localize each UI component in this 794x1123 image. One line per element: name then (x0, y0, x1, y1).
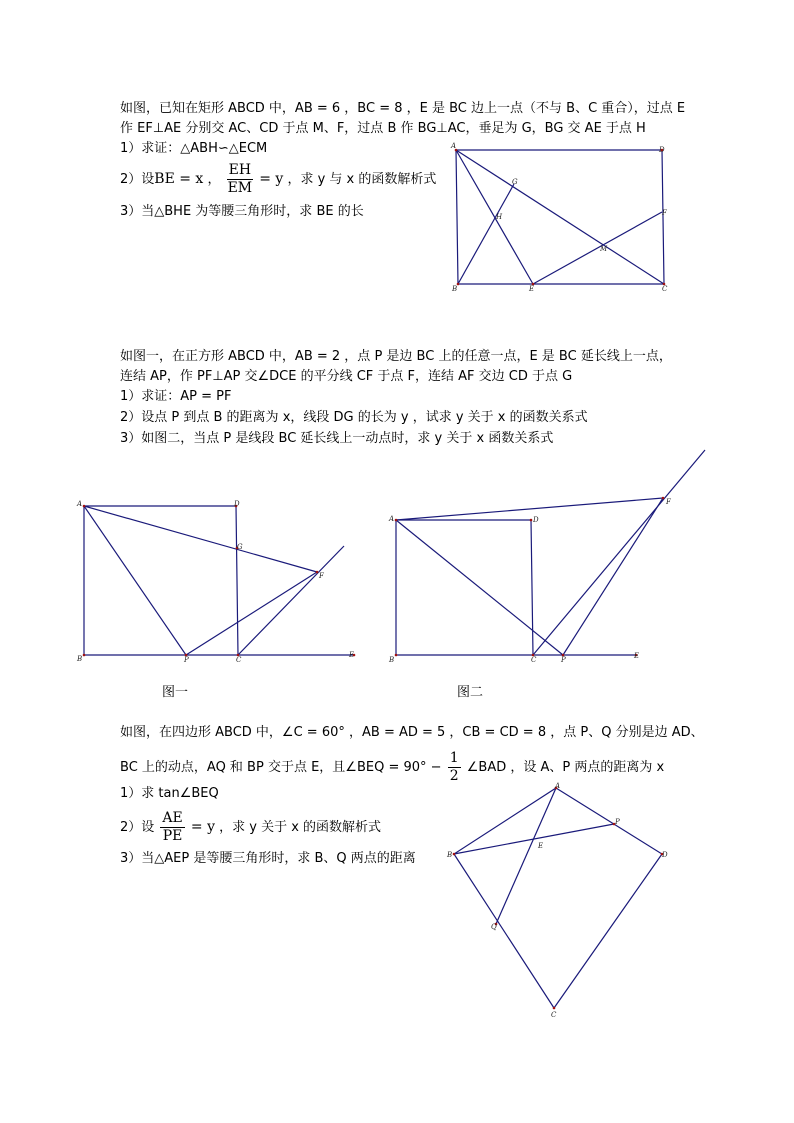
segment-af (396, 498, 663, 520)
label-e: E (529, 285, 535, 293)
problem2-line1: 如图一，在正方形 ABCD 中，AB = 2 ，点 P 是边 BC 上的任意一点，E 是 BC 延长线上一点， (120, 349, 672, 364)
label-a: A (555, 782, 561, 790)
problem2-figure1 (76, 500, 361, 665)
label-f: F (666, 498, 671, 506)
label-b: B (389, 656, 395, 664)
fraction-numerator: AE (162, 810, 183, 826)
problem3-line2 (120, 750, 664, 785)
segment-ae (456, 150, 533, 284)
bisector-cf (238, 546, 344, 655)
label-g: G (237, 543, 243, 551)
caption-figure2: 图二 (457, 685, 484, 700)
q2-prefix: 2）设 (120, 172, 155, 187)
q2-suffix: ，求 y 与 x 的函数解析式 (287, 172, 437, 187)
q2-eq: = y (190, 819, 215, 835)
problem1-question3: 3）当△BHE 为等腰三角形时，求 BE 的长 (120, 204, 364, 219)
label-f: F (662, 209, 667, 217)
problem2-question2: 2）设点 P 到点 B 的距离为 x，线段 DG 的长为 y ，试求 y 关于 x 的函数关系式 (120, 410, 588, 425)
label-b: B (452, 285, 458, 293)
segment-ap (396, 520, 563, 655)
line2-prefix: BC 上的动点，AQ 和 BP 交于点 E，且∠BEQ = 90° − (120, 760, 442, 775)
segment-ap (84, 506, 186, 655)
label-d: D (662, 851, 668, 859)
label-a: A (77, 500, 83, 508)
label-d: D (234, 500, 240, 508)
problem1-line1: 如图，已知在矩形 ABCD 中，AB = 6 ，BC = 8 ，E 是 BC 边上一点（不与 B、C 重合），过点 E (120, 101, 686, 116)
fraction-denominator: 2 (449, 768, 459, 784)
problem1-figure (448, 142, 673, 294)
label-g: G (512, 178, 518, 186)
label-q: Q (491, 923, 497, 931)
label-m: M (600, 245, 608, 253)
label-d: D (659, 146, 665, 154)
fraction-one-half (448, 750, 461, 785)
label-b: B (77, 655, 83, 663)
problem2-question1: 1）求证：AP = PF (120, 389, 232, 404)
problem2-figure2 (388, 448, 708, 664)
label-d: D (533, 516, 539, 524)
label-c: C (662, 285, 668, 293)
line2-suffix: ∠BAD ，设 A、P 两点的距离为 x (466, 760, 665, 775)
caption-figure1: 图一 (162, 685, 189, 700)
segment-pf (186, 572, 317, 655)
problem1-question1: 1）求证：△ABH∽△ECM (120, 141, 268, 156)
problem3-question1: 1）求 tan∠BEQ (120, 786, 219, 801)
problem2-question3: 3）如图二，当点 P 是线段 BC 延长线上一动点时，求 y 关于 x 函数关系式 (120, 431, 554, 446)
label-e: E (349, 651, 355, 659)
segment-ac (456, 150, 664, 284)
q2-suffix: ，求 y 关于 x 的函数解析式 (219, 820, 382, 835)
label-c: C (551, 1011, 557, 1019)
label-p: P (184, 656, 189, 664)
fraction-ae-pe (160, 810, 184, 845)
label-h: H (496, 213, 503, 221)
square-abcd (396, 520, 533, 655)
problem3-line1: 如图，在四边形 ABCD 中，∠C = 60° ，AB = AD = 5 ，CB = CD = 8 ，点 P、Q 分别是边 AD、 (120, 725, 704, 740)
q2-prefix: 2）设 (120, 820, 155, 835)
label-c: C (236, 656, 242, 664)
segment-af (84, 506, 317, 572)
segment-bg (458, 184, 514, 284)
label-p: P (615, 818, 620, 826)
label-c: C (531, 656, 537, 664)
q2-eq: = y (259, 171, 284, 187)
label-a: A (451, 142, 457, 150)
label-b: B (447, 851, 453, 859)
label-a: A (389, 515, 395, 523)
problem1-question2 (120, 162, 436, 197)
label-e: E (634, 652, 640, 660)
problem3-question3: 3）当△AEP 是等腰三角形时，求 B、Q 两点的距离 (120, 851, 416, 866)
problem3-figure (444, 782, 674, 1018)
label-e: E (538, 842, 544, 850)
label-f: F (319, 572, 324, 580)
quadrilateral-abcd (454, 788, 662, 1008)
fraction-denominator: EM (227, 180, 253, 196)
fraction-eh-em (227, 162, 253, 197)
problem1-line2: 作 EF⊥AE 分别交 AC、CD 于点 M、F，过点 B 作 BG⊥AC，垂足为 G，BG 交 AE 于点 H (120, 121, 646, 136)
segment-pf (563, 498, 663, 655)
problem3-question2 (120, 810, 381, 845)
fraction-numerator: EH (228, 162, 252, 178)
q2-expr: BE = x (154, 171, 204, 187)
q2-sep: ， (207, 172, 221, 187)
label-p: P (561, 656, 566, 664)
problem2-line2: 连结 AP，作 PF⊥AP 交∠DCE 的平分线 CF 于点 F，连结 AF 交边 CD 于点 G (120, 369, 573, 384)
segment-ef (533, 212, 662, 284)
fraction-numerator: 1 (449, 750, 459, 766)
segment-aq (496, 788, 556, 924)
fraction-denominator: PE (162, 828, 183, 844)
bisector-cf (533, 450, 705, 655)
